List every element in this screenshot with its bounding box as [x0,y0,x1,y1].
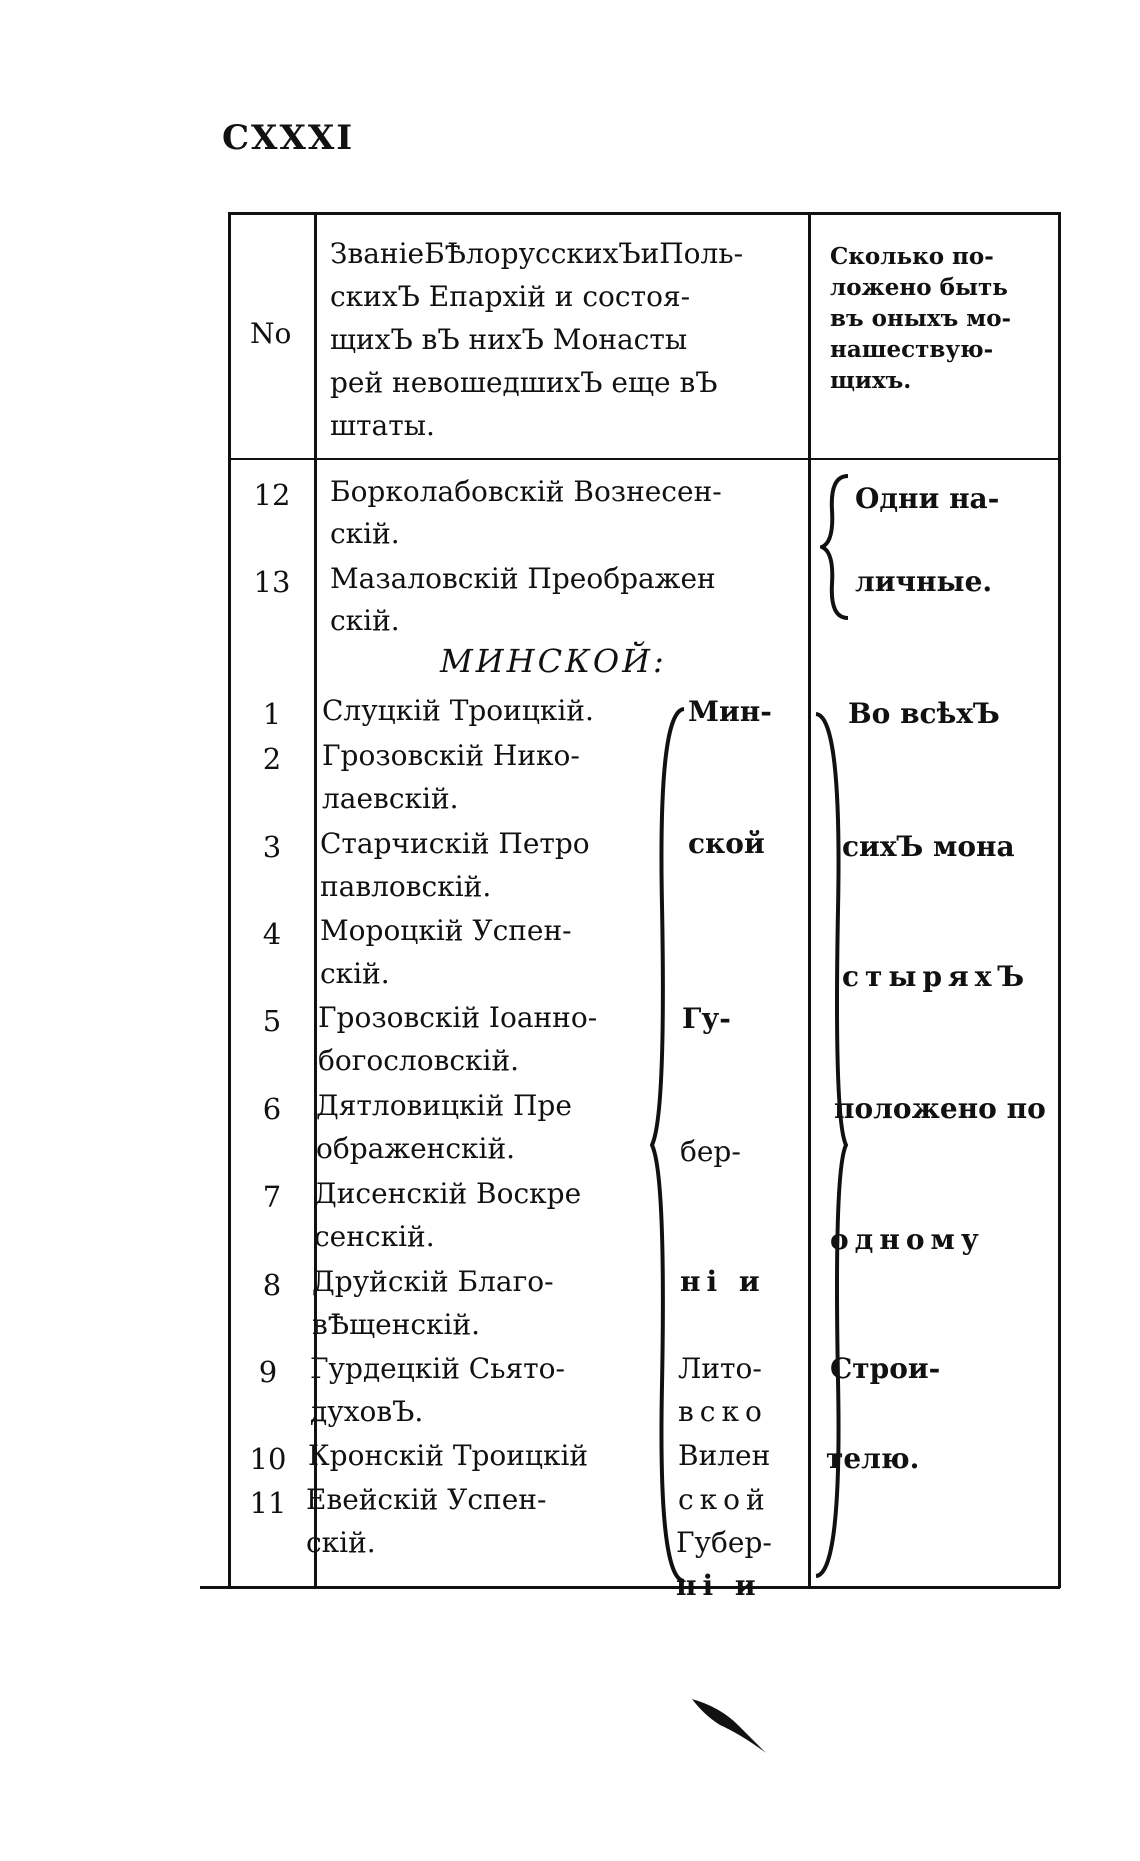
table-top-rule [228,212,1060,215]
table-right-rule [1058,212,1061,1588]
column-rule-2 [808,212,811,1588]
header-number: No [250,317,292,350]
ink-mark [690,1695,770,1755]
table-left-rule [228,212,231,1588]
header-bottom-rule [228,458,1060,460]
curly-brace-top [820,472,854,622]
table-bottom-rule [200,1586,1060,1589]
section-title: МИНСКОЙ: [440,642,667,680]
page-number: CXXXI [222,118,355,158]
